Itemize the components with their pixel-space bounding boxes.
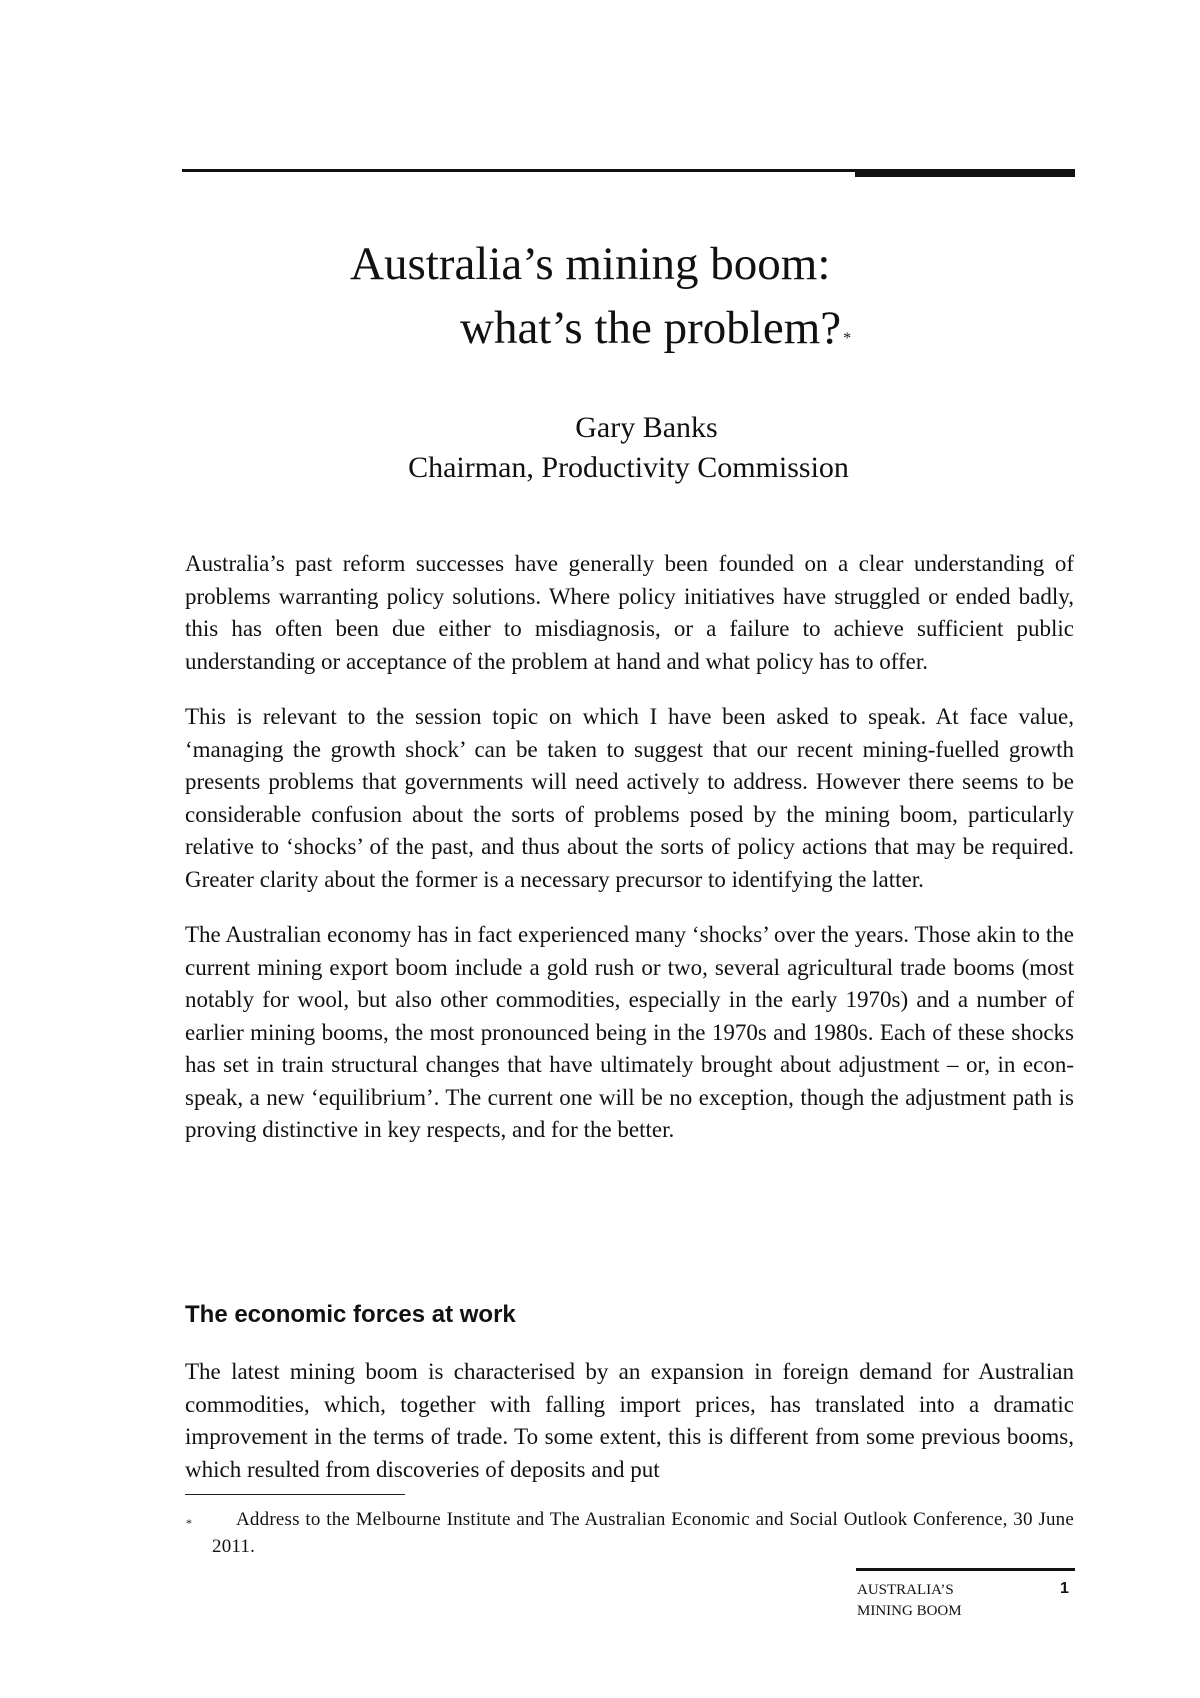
- author-block: [182, 408, 1075, 488]
- paragraph: The latest mining boom is characterised by an expansion in foreign demand for Australian commodities, which, together with falling import prices, has translated into a dramatic improvement in the terms of trade. To some extent, this is different from some previous booms, which resulted from discoveries of deposits and put: [185, 1359, 1074, 1482]
- title-line-1: Australia’s mining boom:: [350, 238, 831, 290]
- title-line-2: [182, 296, 1075, 371]
- intro-body: [185, 548, 1074, 1170]
- footnote-separator: [185, 1494, 405, 1495]
- footer-rule: [856, 1568, 1075, 1571]
- section-heading: The economic forces at work: [185, 1301, 516, 1328]
- paragraph: The Australian economy has in fact experienced many ‘shocks’ over the years. Those akin to the current mining export boom include a gold rush or two, several agricultural trade booms (most notably for wool, but also other commodities, especially in the early 1970s) and a number of earlier mining booms, the most pronounced being in the 1970s and 1980s. Each of these shocks has set in train structural changes that have ultimately brought about adjustment – or, in econ-speak, a new ‘equilibrium’. The current one will be no exception, though the adjustment path is proving distinctive in key respects, and for the better.: [185, 922, 1074, 1142]
- paragraph: This is relevant to the session topic on which I have been asked to speak. At face value, ‘managing the growth shock’ can be taken to suggest that our recent mining-fuelled growth presents problems that governments will need actively to address. However there seems to be considerable confusion about the sorts of problems posed by the mining boom, particularly relative to ‘shocks’ of the past, and thus about the sorts of policy actions that may be required. Greater clarity about the former is a necessary precursor to identifying the latter.: [185, 704, 1074, 892]
- running-footer: [857, 1580, 1017, 1622]
- footnote-mark: *: [186, 1516, 192, 1530]
- author-role: Chairman, Productivity Commission: [408, 451, 849, 484]
- page-title: [182, 232, 1075, 371]
- footer-label-line-1: AUSTRALIA’S: [857, 1582, 954, 1598]
- footer-label-line-2: MINING BOOM: [857, 1603, 962, 1619]
- header-rule: [182, 169, 857, 172]
- header-rule-accent: [855, 169, 1075, 177]
- title-footnote-mark[interactable]: *: [843, 330, 852, 347]
- section-body: [185, 1356, 1074, 1486]
- paragraph: Australia’s past reform successes have generally been founded on a clear understanding of problems warranting policy solutions. Where policy initiatives have struggled or ended badly, this has often been due either to misdiagnosis, or a failure to achieve sufficient public understanding or acceptance of the problem at hand and what policy has to offer.: [185, 551, 1074, 674]
- title-line-2-text: what’s the problem?: [460, 302, 842, 354]
- footnote-text: Address to the Melbourne Institute and The Australian Economic and Social Outlook Conference, 30 June 2011.: [212, 1509, 1074, 1557]
- page-number: 1: [1060, 1580, 1069, 1597]
- author-name: Gary Banks: [575, 411, 718, 444]
